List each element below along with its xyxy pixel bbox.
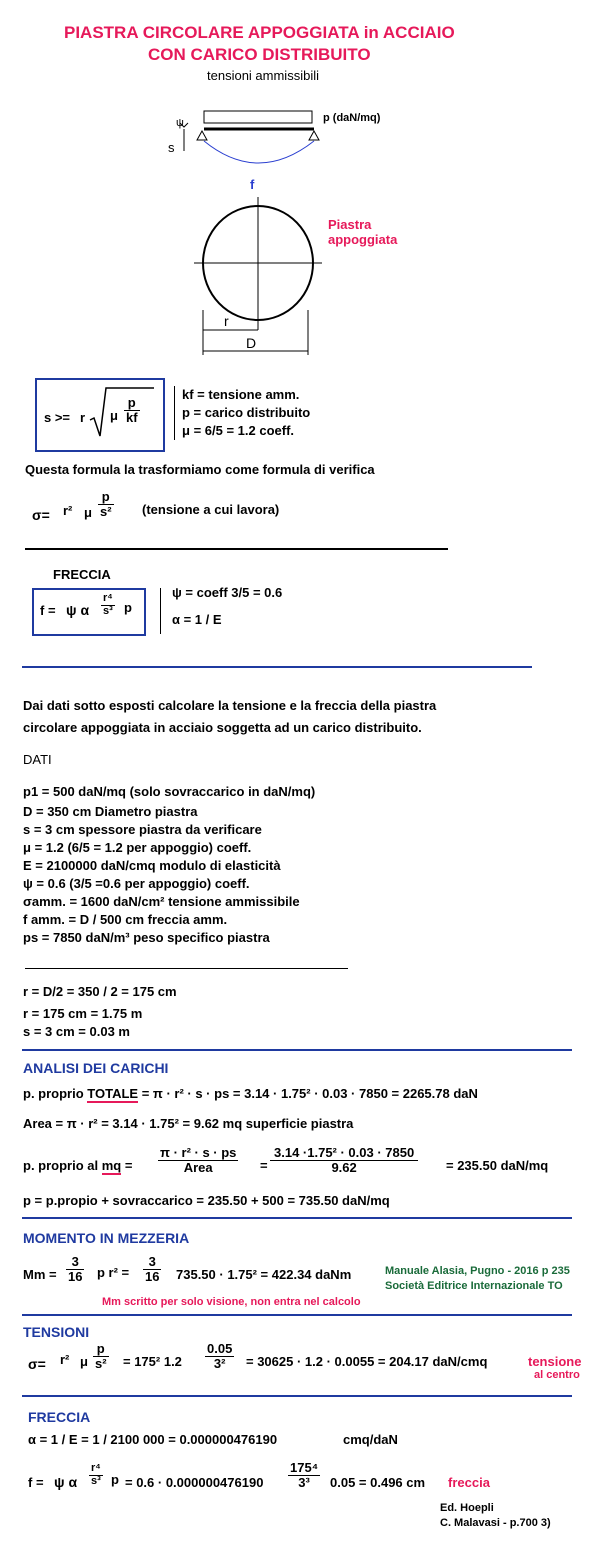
f3-den: s³	[103, 604, 113, 617]
f1-lhs: s >=	[44, 410, 71, 425]
area-line: Area = π · r² = 3.14 · 1.75² = 9.62 mq superficie piastra	[23, 1116, 354, 1131]
sqrt-sign	[88, 384, 158, 442]
plate-diagram	[160, 105, 440, 360]
t-r2: r²	[60, 1352, 70, 1367]
dati-s: s = 3 cm spessore piastra da verificare	[23, 822, 262, 837]
divider-5	[22, 1217, 572, 1219]
t-num: p	[93, 1342, 109, 1357]
fr-n2: 175⁴	[290, 1460, 319, 1475]
plate-label-2: appoggiata	[328, 232, 398, 247]
dati-d: D = 350 cm Diametro piastra	[23, 804, 198, 819]
page-title: PIASTRA CIRCOLARE APPOGGIATA in ACCIAIO	[64, 23, 455, 42]
divider-6	[22, 1314, 572, 1316]
f1-frac	[124, 396, 140, 424]
ppm-frac-1	[158, 1146, 238, 1174]
t-d2: 3²	[213, 1355, 226, 1371]
calc-r: r = D/2 = 350 / 2 = 175 cm	[23, 984, 177, 999]
f3-coef: ψ α	[66, 602, 90, 618]
fr-den: s³	[91, 1474, 101, 1487]
pp-pre: p. proprio	[23, 1086, 88, 1101]
footer-author: C. Malavasi - p.700 3)	[440, 1517, 551, 1529]
freccia-calc-title: FRECCIA	[28, 1409, 91, 1425]
f3-p: p	[124, 600, 132, 615]
divider-4	[22, 1049, 572, 1051]
support-left	[197, 131, 207, 140]
task-line-2: circolare appoggiata in acciaio soggetta ad un carico distribuito.	[23, 720, 422, 735]
f2-lhs: σ=	[32, 507, 50, 523]
deflection-curve	[204, 141, 314, 163]
divider-2	[22, 666, 532, 668]
f2-mu: μ	[84, 505, 92, 520]
legend2-psi: ψ = coeff 3/5 = 0.6	[172, 585, 283, 600]
dati-ps: ps = 7850 daN/m³ peso specifico piastra	[23, 930, 270, 945]
dati-p1: p1 = 500 daN/mq (solo sovraccarico in daN/mq)	[23, 784, 316, 799]
f2-note: (tensione a cui lavora)	[142, 502, 280, 517]
mm-ref-2: Società Editrice Internazionale TO	[385, 1280, 563, 1292]
ppm-f1-den: Area	[183, 1159, 213, 1175]
d-label: D	[246, 335, 257, 351]
fr-d2: 3³	[298, 1474, 310, 1490]
mm-rhs: 735.50 · 1.75² = 422.34 daNm	[176, 1267, 352, 1282]
mm-ref-1: Manuale Alasia, Pugno - 2016 p 235	[385, 1265, 570, 1277]
t-den: s²	[95, 1355, 107, 1371]
t-frac-1	[93, 1342, 109, 1370]
f1-den: kf	[126, 409, 138, 425]
support-right	[309, 131, 319, 140]
f1-num: p	[124, 396, 140, 411]
dati-e: E = 2100000 daN/cmq modulo di elasticità	[23, 858, 281, 873]
legend1-p: p = carico distribuito	[182, 405, 311, 420]
t-label-2: al centro	[534, 1369, 580, 1381]
calc-r-m: r = 175 cm = 1.75 m	[23, 1006, 143, 1021]
mm-lhs: Mm =	[23, 1267, 57, 1282]
t-label-1: tensione	[528, 1354, 582, 1369]
alpha-line: α = 1 / E = 1 / 2100 000 = 0.000000476190	[28, 1432, 278, 1447]
pp-totale-line	[23, 1086, 478, 1101]
dati-sigma: σamm. = 1600 daN/cm² tensione ammissibile	[23, 894, 300, 909]
mm-pr2: p r² =	[97, 1265, 130, 1280]
f3-frac	[101, 593, 115, 617]
t-n2: 0.05	[207, 1341, 233, 1356]
psi-label: ψ	[176, 117, 184, 129]
legend1-bar	[174, 386, 175, 440]
fr-lhs: f =	[28, 1475, 44, 1490]
f1-mu: μ	[110, 408, 118, 423]
mm-d2: 16	[145, 1268, 160, 1284]
fr-num: r⁴	[89, 1463, 103, 1476]
ppm-pre: p. proprio al mq =	[23, 1158, 133, 1173]
t-mu: μ	[80, 1354, 88, 1369]
ppm-mq: mq	[101, 1158, 122, 1173]
fr-frac-2	[288, 1461, 320, 1489]
ppm-result: = 235.50 daN/mq	[446, 1158, 549, 1173]
dati-famm: f amm. = D / 500 cm freccia amm.	[23, 912, 228, 927]
mm-n1: 3	[66, 1255, 84, 1270]
load-label: p (daN/mq)	[323, 112, 381, 124]
f2-den: s²	[100, 503, 112, 519]
r-label: r	[224, 313, 229, 329]
momento-title: MOMENTO IN MEZZERIA	[23, 1230, 190, 1246]
load-rect	[204, 111, 312, 123]
f2-frac	[98, 490, 114, 518]
s-label: s	[168, 140, 175, 155]
mm-note: Mm scritto per solo visione, non entra nel calcolo	[102, 1296, 361, 1308]
mm-frac-1	[66, 1255, 84, 1283]
ppm-f2-num: 3.14 ·1.75² · 0.03 · 7850	[270, 1146, 418, 1161]
plate-label-1: Piastra	[328, 217, 372, 232]
alpha-unit: cmq/daN	[343, 1432, 398, 1447]
mm-frac-2	[143, 1255, 161, 1283]
mm-d1: 16	[68, 1268, 83, 1284]
ppm-pre-text: p. proprio al	[23, 1158, 102, 1173]
ppm-frac-2	[270, 1146, 418, 1174]
verify-text: Questa formula la trasformiamo come formula di verifica	[25, 462, 375, 477]
f3-lhs: f =	[40, 603, 56, 618]
freccia-title: FRECCIA	[53, 567, 111, 582]
divider-7	[22, 1395, 572, 1397]
legend2-bar	[160, 588, 161, 634]
fr-coef: ψ α	[54, 1474, 78, 1490]
t-frac-2	[205, 1342, 234, 1370]
ppm-f2-den: 9.62	[331, 1159, 357, 1175]
divider-1	[25, 548, 448, 550]
subtitle-note: tensioni ammissibili	[207, 68, 319, 83]
calc-s-m: s = 3 cm = 0.03 m	[23, 1024, 130, 1039]
f-label: f	[250, 177, 255, 192]
t-lhs: σ=	[28, 1356, 46, 1372]
fr-mid: = 0.6 · 0.000000476190	[125, 1475, 264, 1490]
fr-p: p	[111, 1472, 119, 1487]
task-line-1: Dai dati sotto esposti calcolare la tensione e la freccia della piastra	[23, 698, 437, 713]
tensioni-title: TENSIONI	[23, 1324, 90, 1340]
f2-r2: r²	[63, 503, 73, 518]
ppm-f1-num: π · r² · s · ps	[160, 1145, 237, 1160]
fr-label: freccia	[448, 1475, 490, 1490]
mm-n2: 3	[143, 1255, 161, 1270]
f1-r: r	[80, 410, 86, 425]
divider-3	[25, 968, 348, 969]
p-total-line: p = p.propio + sovraccarico = 235.50 + 500 = 735.50 daN/mq	[23, 1193, 390, 1208]
t-rhs: = 30625 · 1.2 · 0.0055 = 204.17 daN/cmq	[246, 1354, 488, 1369]
pp-tot: TOTALE	[87, 1086, 139, 1101]
legend1-kf: kf = tensione amm.	[182, 387, 300, 402]
ppm-eq-2: =	[260, 1158, 268, 1173]
fr-rhs: 0.05 = 0.496 cm	[330, 1475, 426, 1490]
footer-publisher: Ed. Hoepli	[440, 1502, 494, 1514]
dati-psi: ψ = 0.6 (3/5 =0.6 per appoggio) coeff.	[23, 876, 250, 891]
f2-num: p	[98, 490, 114, 505]
page-subtitle: CON CARICO DISTRIBUITO	[148, 45, 371, 64]
analisi-title: ANALISI DEI CARICHI	[23, 1060, 169, 1076]
legend2-alpha: α = 1 / E	[172, 612, 222, 627]
t-mid: = 175² 1.2	[123, 1354, 182, 1369]
dati-mu: μ = 1.2 (6/5 = 1.2 per appoggio) coeff.	[23, 840, 252, 855]
legend1-mu: μ = 6/5 = 1.2 coeff.	[182, 423, 295, 438]
f3-num: r⁴	[101, 593, 115, 606]
dati-title: DATI	[23, 752, 52, 767]
fr-frac-1	[89, 1463, 103, 1487]
pp-post: = π · r² · s · ps = 3.14 · 1.75² · 0.03 · 7850 = 2265.78 daN	[138, 1086, 478, 1101]
